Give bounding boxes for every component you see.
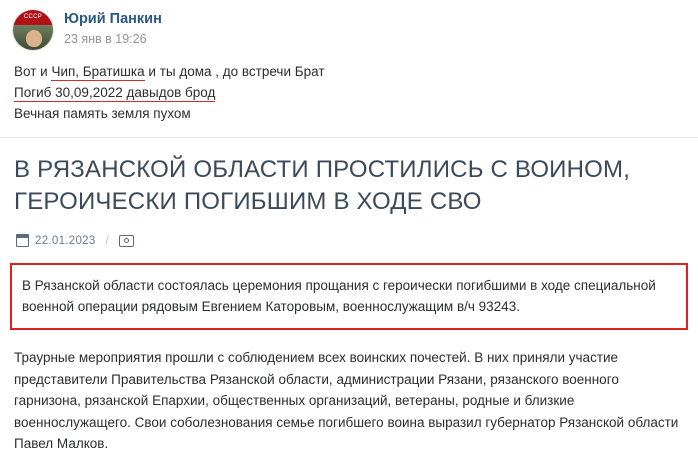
avatar-face <box>26 30 42 47</box>
avatar-banner-label: СССР <box>23 14 43 20</box>
highlighted-lead-box <box>10 263 688 330</box>
post-line1-suffix: и ты дома , до встречи Брат <box>144 64 325 79</box>
article-meta <box>0 218 698 247</box>
post-text-line-1 <box>14 61 684 82</box>
post-header <box>0 0 698 51</box>
lead-paragraph: В Рязанской области состоялась церемония прощания с героически погибшими в ходе специальной военной операции рядовым Евгением Каторовым, военнослужащим в/ч 93243. <box>22 278 656 314</box>
post-line1-prefix: Вот и <box>14 64 52 79</box>
calendar-icon <box>16 234 29 247</box>
meta-separator: / <box>105 234 109 247</box>
camera-icon <box>119 235 134 247</box>
body-paragraph: Траурные мероприятия прошли с соблюдением всех воинских почестей. В них приняли участие представители Правительства Рязанской области, администрации Рязани, рязанского военного гарнизона, рязанской Епархии, общественных организаций, ветераны, родные и близкие военнослужащего. Свои соболезнования семье погибшего воина выразил губернатор Рязанской области Павел Малков. <box>14 350 679 451</box>
author-name[interactable]: Юрий Панкин <box>64 11 162 27</box>
author-block <box>64 9 162 48</box>
post-date[interactable]: 23 янв в 19:26 <box>64 32 147 46</box>
avatar[interactable] <box>12 9 54 51</box>
article-date: 22.01.2023 <box>35 234 96 247</box>
post-line1-underlined: Чип, Братишка <box>51 64 145 79</box>
post-text-line-2 <box>14 82 684 103</box>
page-title: В РЯЗАНСКОЙ ОБЛАСТИ ПРОСТИЛИСЬ С ВОИНОМ, ГЕРОИЧЕСКИ ПОГИБШИМ В ХОДЕ СВО <box>14 156 631 215</box>
post-line2-underlined: Погиб 30,09,2022 давыдов брод <box>14 85 216 100</box>
post-text <box>0 51 698 124</box>
post-text-line-3: Вечная память земля пухом <box>14 106 191 121</box>
